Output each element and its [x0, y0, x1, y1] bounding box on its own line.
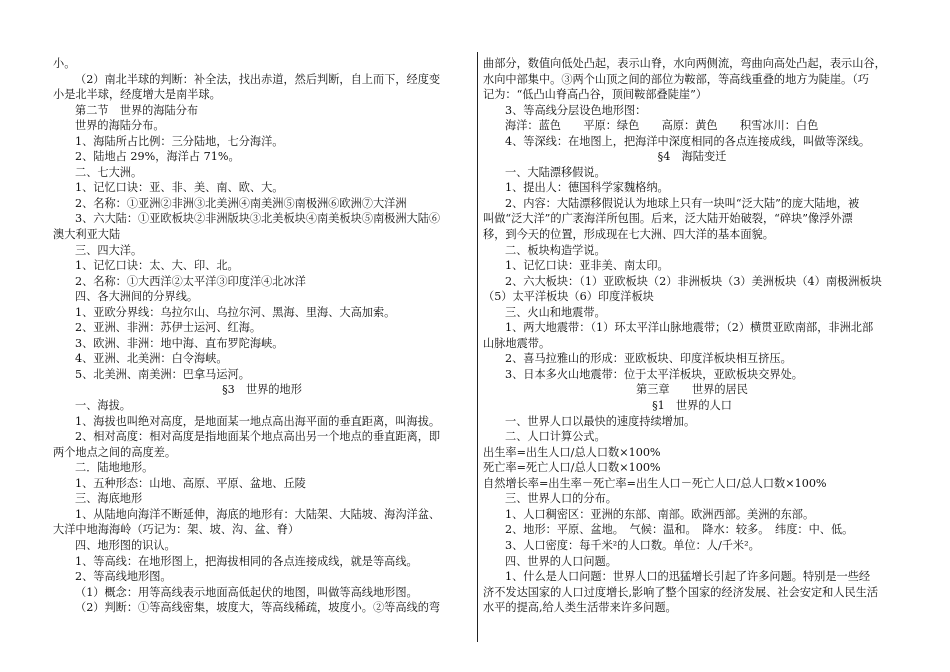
- text-line: 2、相对高度：相对高度是指地面某个地点高出另一个地点的垂直距离，即: [75, 430, 441, 444]
- text-line: 出生率=出生人口/总人口数×100%: [483, 445, 661, 459]
- text-line: 记为：“低凸山脊高凸谷，顶间鞍部叠陡崖”）: [483, 88, 708, 102]
- text-line: 四、地形图的识认。: [75, 538, 176, 552]
- section-heading: 第三章 世界的居民: [636, 383, 748, 397]
- text-line: 1、什么是人口问题：世界人口的迅猛增长引起了许多问题。特别是一些经: [505, 570, 871, 584]
- section-heading: §1 世界的人口: [652, 399, 732, 413]
- text-line: 四、世界的人口问题。: [505, 554, 617, 568]
- text-line: 5、北美洲、南美洲：巴拿马运河。: [75, 367, 250, 381]
- text-line: 自然增长率=出生率－死亡率=出生人口－死亡人口/总人口数×100%: [483, 476, 827, 490]
- text-line: 1、海陆所占比例：三分陆地，七分海洋。: [75, 134, 284, 148]
- section-heading: §4 海陆变迁: [657, 150, 727, 164]
- text-line: 3、欧洲、非洲：地中海、直布罗陀海峡。: [75, 336, 284, 350]
- text-line: 1、五种形态：山地、高原、平原、盆地、丘陵: [75, 476, 306, 490]
- text-line: 济不发达国家的人口过度增长,影响了整个国家的经济发展、社会安定和人民生活: [483, 585, 879, 599]
- left-text-column: [53, 56, 471, 616]
- text-line: 三、海底地形: [75, 492, 143, 506]
- text-line: 1、记忆口诀：太、大、印、北。: [75, 259, 239, 273]
- text-line: 2、名称：①大西洋②太平洋③印度洋④北冰洋: [75, 274, 306, 288]
- text-line: 2、亚洲、非洲：苏伊士运河、红海。: [75, 321, 262, 335]
- text-line: 一、大陆漂移假说。: [505, 165, 606, 179]
- text-line: 1、等高线：在地形图上，把海拔相同的各点连接成线，就是等高线。: [75, 554, 418, 568]
- text-line: 移，到今天的位置，形成现在七大洲、四大洋的基本面貌。: [483, 228, 774, 242]
- text-line: 1、亚欧分界线：乌拉尔山、乌拉尔河、黑海、里海、大高加索。: [75, 305, 396, 319]
- text-line: 水向中部集中。③两个山顶之间的部位为鞍部，等高线重叠的地方为陡崖。（巧: [483, 72, 869, 86]
- text-line: 3、人口密度：每千米²的人口数。单位：人/千米²。: [505, 538, 760, 552]
- text-line: 大洋中地海海岭（巧记为：架、坡、沟、盆、脊）: [53, 523, 300, 537]
- text-line: 2、陆地占 29%，海洋占 71%。: [75, 150, 240, 164]
- text-line: 3、六大陆：①亚欧板块②非洲版块③北美板块④南美板块⑤南极洲大陆⑥: [75, 212, 441, 226]
- text-line: 1、从陆地向海洋不断延伸，海底的地形有：大陆架、大陆坡、海沟洋盆、: [75, 507, 441, 521]
- text-line: 曲部分，数值向低处凸起，表示山脊，水向两侧流，弯曲向高处凸起，表示山谷，: [483, 57, 886, 70]
- text-line: 四、各大洲间的分界线。: [75, 290, 199, 304]
- text-line: 3、日本多火山地震带：位于太平洋板块，亚欧板块交界处。: [505, 367, 803, 381]
- text-line: 1、记忆口诀：亚、非、美、南、欧、大。: [75, 181, 284, 195]
- text-line: 一、世界人口以最快的速度持续增加。: [505, 414, 696, 428]
- right-text-column: [483, 56, 901, 616]
- text-line: 2、名称：①亚洲②非洲③北美洲④南美洲⑤南极洲⑥欧洲⑦大洋洲: [75, 196, 407, 210]
- text-line: 2、喜马拉雅山的形成：亚欧板块、印度洋板块相互挤压。: [505, 352, 792, 366]
- text-line: 海洋：蓝色 平原：绿色 高原：黄色 积雪冰川：白色: [505, 119, 819, 133]
- text-line: 三、世界人口的分布。: [505, 492, 617, 506]
- text-line: 1、两大地震带：（1）环太平洋山脉地震带；（2）横贯亚欧南部，非洲北部: [505, 321, 874, 335]
- column-divider: [477, 52, 478, 642]
- text-line: 2、地形：平原、盆地。 气候：温和。 降水：较多。 纬度：中、低。: [505, 523, 854, 537]
- text-line: （2）判断：①等高线密集，坡度大，等高线稀疏，坡度小。②等高线的弯: [75, 601, 441, 615]
- text-line: 1、海拔也叫绝对高度，是地面某一地点高出海平面的垂直距离，叫海拔。: [75, 414, 441, 428]
- text-line: 2、等高线地形图。: [75, 570, 172, 584]
- text-line: （2）南北半球的判断：补全法，找出赤道，然后判断，自上而下，经度变: [75, 72, 441, 86]
- text-line: 小。: [53, 57, 76, 70]
- text-line: 1、提出人：德国科学家魏格纳。: [505, 181, 669, 195]
- text-line: 三、四大洋。: [75, 243, 143, 257]
- text-line: 澳大利亚大陆: [53, 228, 121, 242]
- text-line: 世界的海陆分布。: [75, 119, 165, 133]
- text-line: 2、六大板块：（1）亚欧板块（2）非洲板块（3）美洲板块（4）南极洲板块: [505, 274, 882, 288]
- text-line: 山脉地震带。: [483, 336, 551, 350]
- text-line: 4、亚洲、北美洲：白令海峡。: [75, 352, 228, 366]
- text-line: 二．陆地地形。: [75, 461, 154, 475]
- text-line: 二、人口计算公式。: [505, 430, 606, 444]
- text-line: 4、等深线：在地图上，把海洋中深度相同的各点连接成线，叫做等深线。: [505, 134, 871, 148]
- text-line: 3、等高线分层设色地形图：: [505, 103, 647, 117]
- text-line: 二、板块构造学说。: [505, 243, 606, 257]
- text-line: 两个地点之间的高度差。: [53, 445, 177, 459]
- text-line: （5）太平洋板块（6）印度洋板块: [483, 290, 654, 304]
- text-line: 三、火山和地震带。: [505, 305, 606, 319]
- text-line: 小是北半球，经度增大是南半球。: [53, 88, 221, 102]
- text-line: （1）概念：用等高线表示地面高低起伏的地图，叫做等高线地形图。: [75, 585, 418, 599]
- text-line: 1、记忆口诀：亚非美、南太印。: [505, 259, 669, 273]
- text-line: 二、七大洲。: [75, 165, 143, 179]
- text-line: 叫做“泛大洋”的广袤海洋所包围。后来，泛大陆开始破裂，“碎块”像浮外漂: [483, 212, 853, 226]
- text-line: 死亡率=死亡人口/总人口数×100%: [483, 461, 661, 475]
- text-line: 第二节 世界的海陆分布: [75, 103, 199, 117]
- text-line: 1、人口稠密区：亚洲的东部、南部。欧洲西部。美洲的东部。: [505, 507, 815, 521]
- text-line: 一、海拔。: [75, 399, 131, 413]
- section-heading: §3 世界的地形: [222, 383, 302, 397]
- text-line: 2、内容：大陆漂移假说认为地球上只有一块叫“泛大陆”的庞大陆地，被: [505, 196, 860, 210]
- text-line: 水平的提高,给人类生活带来许多问题。: [483, 601, 677, 615]
